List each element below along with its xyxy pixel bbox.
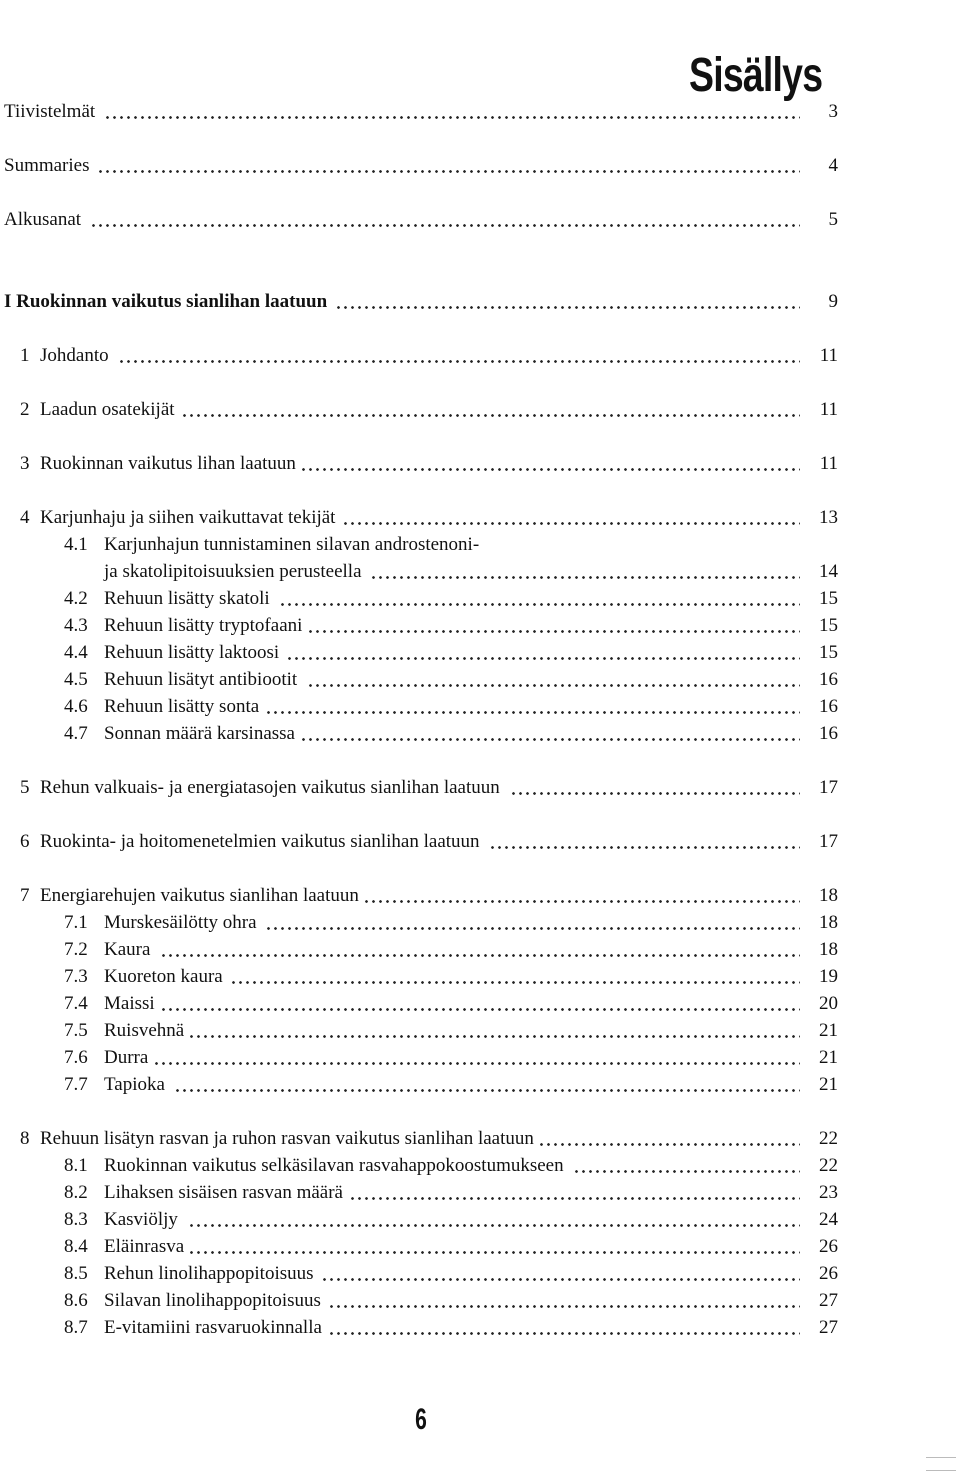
dot-leader <box>190 1251 800 1254</box>
toc-entry-label: Eläinrasva <box>104 1236 185 1257</box>
toc-entry-number: 4.7 <box>64 723 88 744</box>
toc-entry-title <box>64 1017 187 1044</box>
toc-entry-label: Silavan linolihappopitoisuus <box>104 1290 321 1311</box>
toc-entry <box>0 396 960 423</box>
toc-entry-page: 16 <box>819 669 838 690</box>
dot-leader <box>372 576 800 579</box>
toc-entry-number: 7.1 <box>64 912 88 933</box>
toc-entry-label: Rehun linolihappopitoisuus <box>104 1263 314 1284</box>
toc-entry <box>0 450 960 477</box>
toc-entry-page: 5 <box>828 209 838 230</box>
dot-leader <box>330 1332 800 1335</box>
toc-entry <box>0 1017 960 1044</box>
dot-leader <box>281 603 800 606</box>
toc-entry-title <box>64 1260 317 1287</box>
toc-entry <box>0 720 960 747</box>
toc-entry-label: Maissi <box>104 993 155 1014</box>
toc-entry-number: 4.5 <box>64 669 88 690</box>
toc-entry <box>0 936 960 963</box>
dot-leader <box>92 224 800 227</box>
dot-leader <box>330 1305 800 1308</box>
toc-entry <box>0 504 960 531</box>
toc-entry-number: 8.4 <box>64 1236 88 1257</box>
toc-entry <box>0 1287 960 1314</box>
toc-entry-label: Lihaksen sisäisen rasvan määrä <box>104 1182 343 1203</box>
toc-entry-title <box>104 558 365 585</box>
toc-entry-label: I Ruokinnan vaikutus sianlihan laatuun <box>4 291 328 312</box>
toc-entry-title <box>20 396 178 423</box>
toc-entry-label: Rehun valkuais- ja energiatasojen vaikutus sianlihan laatuun <box>40 777 500 798</box>
toc-entry-page: 21 <box>819 1020 838 1041</box>
dot-leader <box>155 1062 800 1065</box>
toc-entry-page: 11 <box>819 345 838 366</box>
page-title: Sisällys <box>689 49 823 103</box>
toc-entry <box>0 990 960 1017</box>
dot-leader <box>120 360 800 363</box>
dot-leader <box>491 846 800 849</box>
toc-entry-label: E-vitamiini rasvaruokinnalla <box>104 1317 322 1338</box>
toc-entry-label: Rehuun lisätty laktoosi <box>104 642 280 663</box>
page-number: 6 <box>415 1403 427 1436</box>
toc-entry <box>0 1233 960 1260</box>
toc-entry-label: ja skatolipitoisuuksien perusteella <box>104 561 362 582</box>
toc-entry-number: 4.6 <box>64 696 88 717</box>
toc-entry <box>0 774 960 801</box>
toc-entry-title <box>64 1152 567 1179</box>
dot-leader <box>512 792 800 795</box>
toc-entry-label: Kasviöljy <box>104 1209 178 1230</box>
toc-entry-label: Energiarehujen vaikutus sianlihan laatuun <box>40 885 359 906</box>
toc-entry-title <box>64 1044 151 1071</box>
toc-entry-title <box>20 774 503 801</box>
toc-entry <box>0 666 960 693</box>
toc-entry-number: 8.2 <box>64 1182 88 1203</box>
toc-entry-page: 21 <box>819 1047 838 1068</box>
toc-entry-title <box>64 612 305 639</box>
toc-entry-number: 6 <box>20 831 30 852</box>
toc-entry-title <box>4 98 98 125</box>
dot-leader <box>302 738 800 741</box>
toc-entry-title <box>64 720 298 747</box>
dot-leader <box>365 900 800 903</box>
toc-entry-page: 21 <box>819 1074 838 1095</box>
toc-entry-title <box>64 666 300 693</box>
toc-entry-page: 3 <box>828 101 838 122</box>
toc-entry-title <box>64 1233 187 1260</box>
toc-entry <box>0 693 960 720</box>
dot-leader <box>99 170 800 173</box>
toc-entry-number: 8.7 <box>64 1317 88 1338</box>
toc-entry-label: Summaries <box>4 155 90 176</box>
toc-entry <box>0 963 960 990</box>
toc-entry <box>0 288 960 315</box>
toc-entry-label: Johdanto <box>40 345 109 366</box>
toc-entry <box>0 206 960 233</box>
toc-entry-label: Tiivistelmät <box>4 101 96 122</box>
toc-entry <box>0 558 960 585</box>
toc-entry-page: 15 <box>819 588 838 609</box>
toc-entry-title <box>64 963 226 990</box>
toc-entry-label: Rehuun lisätty sonta <box>104 696 260 717</box>
dot-leader <box>309 630 800 633</box>
toc-entry-page: 11 <box>819 399 838 420</box>
toc-entry-title <box>64 585 273 612</box>
toc-entry-label: Kaura <box>104 939 151 960</box>
toc-entry-title <box>20 342 112 369</box>
dot-leader <box>309 684 800 687</box>
dot-leader <box>183 414 800 417</box>
toc-entry-number: 7.2 <box>64 939 88 960</box>
toc-entry-number: 5 <box>20 777 30 798</box>
toc-entry-title <box>64 909 260 936</box>
dot-leader <box>288 657 800 660</box>
dot-leader <box>190 1224 800 1227</box>
toc-entry-label: Sonnan määrä karsinassa <box>104 723 295 744</box>
toc-entry-title <box>64 531 482 558</box>
toc-entry <box>0 612 960 639</box>
toc-entry-page: 19 <box>819 966 838 987</box>
toc-entry-number: 8.1 <box>64 1155 88 1176</box>
toc-entry <box>0 1314 960 1341</box>
toc-entry-title <box>64 990 158 1017</box>
toc-entry-page: 15 <box>819 642 838 663</box>
toc-entry-label: Karjunhajun tunnistaminen silavan androstenoni- <box>104 534 480 555</box>
toc-entry-number: 1 <box>20 345 30 366</box>
toc-entry-title <box>4 206 84 233</box>
toc-entry-page: 20 <box>819 993 838 1014</box>
toc-entry <box>0 1125 960 1152</box>
toc-entry-label: Rehuun lisätyn rasvan ja ruhon rasvan vaikutus sianlihan laatuun <box>40 1128 534 1149</box>
toc-entry-page: 27 <box>819 1317 838 1338</box>
dot-leader <box>176 1089 800 1092</box>
toc-entry-page: 22 <box>819 1155 838 1176</box>
toc-entry-page: 22 <box>819 1128 838 1149</box>
toc-entry-page: 16 <box>819 696 838 717</box>
dot-leader <box>106 116 800 119</box>
toc-entry-page: 17 <box>819 831 838 852</box>
dot-leader <box>575 1170 800 1173</box>
dot-leader <box>302 468 800 471</box>
toc-entry-label: Durra <box>104 1047 149 1068</box>
toc-entry <box>0 1044 960 1071</box>
toc-entry-label: Rehuun lisätyt antibiootit <box>104 669 298 690</box>
dot-leader <box>344 522 800 525</box>
toc-entry <box>0 882 960 909</box>
toc-entry-title <box>4 152 93 179</box>
toc-entry-page: 26 <box>819 1236 838 1257</box>
toc-entry <box>0 909 960 936</box>
toc-entry-page: 18 <box>819 885 838 906</box>
toc-entry-number: 2 <box>20 399 30 420</box>
toc-entry-label: Ruisvehnä <box>104 1020 185 1041</box>
toc-entry-number: 7.5 <box>64 1020 88 1041</box>
toc-entry-number: 4 <box>20 507 30 528</box>
toc-entry-page: 17 <box>819 777 838 798</box>
toc-entry-number: 7 <box>20 885 30 906</box>
toc-entry-page: 24 <box>819 1209 838 1230</box>
toc-entry-page: 26 <box>819 1263 838 1284</box>
toc-entry <box>0 342 960 369</box>
toc-entry <box>0 828 960 855</box>
toc-entry-title <box>20 450 299 477</box>
toc-entry-label: Ruokinnan vaikutus selkäsilavan rasvahappokoostumukseen <box>104 1155 564 1176</box>
toc-entry-number: 8.5 <box>64 1263 88 1284</box>
toc-entry-page: 15 <box>819 615 838 636</box>
scan-corner-mark <box>926 1457 956 1471</box>
toc-entry-label: Ruokinnan vaikutus lihan laatuun <box>40 453 296 474</box>
toc-entry-page: 9 <box>828 291 838 312</box>
toc-entry-number: 4.1 <box>64 534 88 555</box>
toc-entry <box>0 152 960 179</box>
dot-leader <box>337 306 800 309</box>
dot-leader <box>267 711 800 714</box>
toc-entry-title <box>20 504 338 531</box>
toc-entry-page: 13 <box>819 507 838 528</box>
toc-entry-number: 7.4 <box>64 993 88 1014</box>
toc-entry-label: Kuoreton kaura <box>104 966 223 987</box>
toc-entry-number: 7.7 <box>64 1074 88 1095</box>
toc-entry <box>0 1071 960 1098</box>
toc-entry-number: 4.2 <box>64 588 88 609</box>
toc-entry-label: Laadun osatekijät <box>40 399 175 420</box>
toc-entry <box>0 1206 960 1233</box>
toc-entry-page: 18 <box>819 939 838 960</box>
toc-entry-page: 18 <box>819 912 838 933</box>
toc-entry-page: 23 <box>819 1182 838 1203</box>
toc-entry-title <box>20 1125 537 1152</box>
toc-entry <box>0 98 960 125</box>
toc-entry-title <box>64 1179 346 1206</box>
toc-entry-label: Karjunhaju ja siihen vaikuttavat tekijät <box>40 507 336 528</box>
toc-entry <box>0 1260 960 1287</box>
toc-entry-page: 27 <box>819 1290 838 1311</box>
toc-entry-title <box>64 639 282 666</box>
toc-entry-number: 7.6 <box>64 1047 88 1068</box>
toc-entry-number: 8 <box>20 1128 30 1149</box>
dot-leader <box>162 1008 800 1011</box>
toc-entry-title <box>64 1287 324 1314</box>
toc-entry-page: 16 <box>819 723 838 744</box>
toc-entry-title <box>64 1314 325 1341</box>
toc-entry-number: 3 <box>20 453 30 474</box>
toc-entry-title <box>4 288 330 315</box>
toc-entry-page: 14 <box>819 561 838 582</box>
toc-entry-title <box>64 1206 181 1233</box>
dot-leader <box>267 927 800 930</box>
toc-entry-title <box>64 693 262 720</box>
toc-entry-number: 4.3 <box>64 615 88 636</box>
toc-entry-page: 4 <box>828 155 838 176</box>
toc-entry-number: 4.4 <box>64 642 88 663</box>
toc-entry-title <box>20 828 483 855</box>
toc-entry-label: Tapioka <box>104 1074 165 1095</box>
dot-leader <box>232 981 800 984</box>
dot-leader <box>323 1278 800 1281</box>
toc-entry <box>0 639 960 666</box>
toc-entry-title <box>20 882 362 909</box>
toc-entry-title <box>64 1071 168 1098</box>
toc-entry-number: 8.3 <box>64 1209 88 1230</box>
dot-leader <box>190 1035 800 1038</box>
toc-entry-label: Rehuun lisätty tryptofaani <box>104 615 303 636</box>
toc-entry <box>0 531 960 558</box>
toc-entry-number: 7.3 <box>64 966 88 987</box>
toc-entry-number: 8.6 <box>64 1290 88 1311</box>
dot-leader <box>540 1143 800 1146</box>
toc-entry-label: Rehuun lisätty skatoli <box>104 588 270 609</box>
dot-leader <box>351 1197 800 1200</box>
toc-entry-label: Alkusanat <box>4 209 82 230</box>
toc-entry <box>0 1152 960 1179</box>
toc-entry <box>0 1179 960 1206</box>
toc-entry-label: Murskesäilötty ohra <box>104 912 257 933</box>
toc-entry-label: Ruokinta- ja hoitomenetelmien vaikutus sianlihan laatuun <box>40 831 480 852</box>
toc-entry-title <box>64 936 153 963</box>
dot-leader <box>162 954 800 957</box>
toc-entry <box>0 585 960 612</box>
toc-entry-page: 11 <box>819 453 838 474</box>
